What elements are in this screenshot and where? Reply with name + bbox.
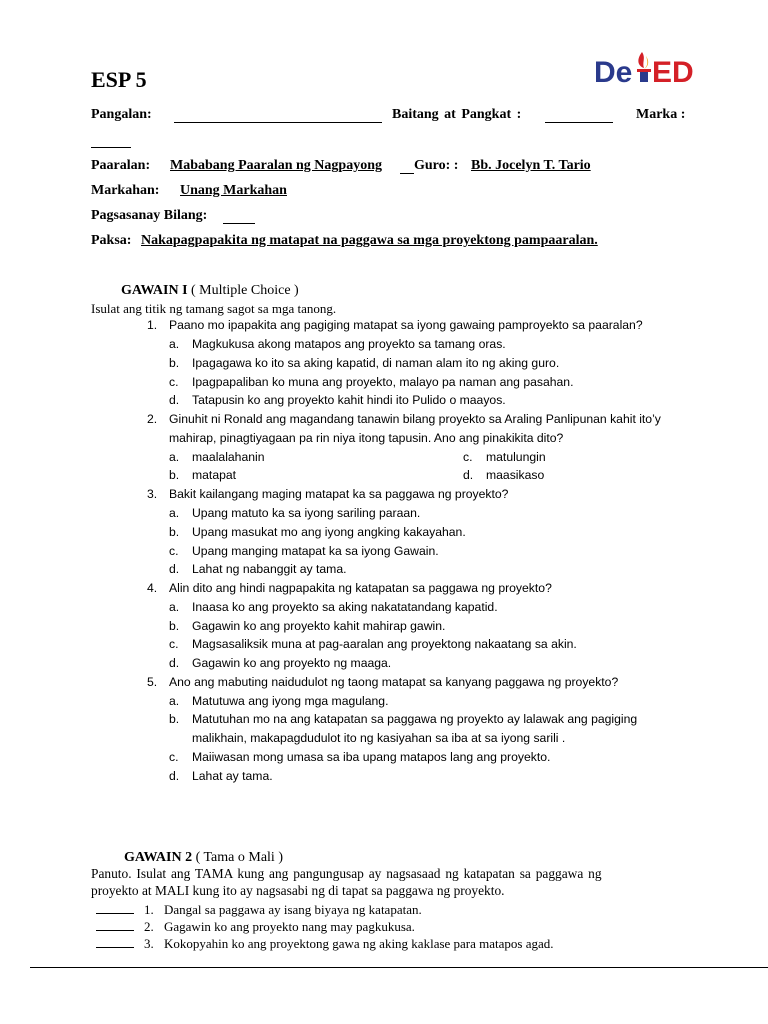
tf-item-3: 3. Kokopyahin ko ang proyektong gawa ng aking kaklase para matapos agad. bbox=[96, 934, 554, 952]
option-2b: b. matapat bbox=[169, 468, 237, 482]
pagsasanay-blank[interactable] bbox=[223, 210, 255, 224]
page-bottom-rule bbox=[30, 967, 768, 968]
tf-item-1: 1. Dangal sa paggawa ay isang biyaya ng katapatan. bbox=[96, 900, 422, 918]
gawain1-subtitle: ( Multiple Choice ) bbox=[191, 283, 299, 298]
paaralan-trailing-line bbox=[400, 160, 414, 174]
question-3: 3. Bakit kailangang maging matapat ka sa paggawa ng proyekto? bbox=[147, 487, 509, 501]
option-5b-cont: malikhain, makapagdudulot ito ng kasiyahan sa iba at sa iyong sarili . bbox=[192, 731, 566, 745]
gawain1-title: GAWAIN I bbox=[121, 283, 188, 298]
paaralan-value: Mababang Paaralan ng Nagpayong bbox=[170, 158, 382, 173]
paksa-value: Nakapagpapakita ng matapat na paggawa sa mga proyektong pampaaralan. bbox=[141, 233, 598, 248]
gawain2-heading bbox=[124, 850, 283, 866]
logo-text-de: De bbox=[594, 56, 633, 89]
tf-item-2: 2. Gagawin ko ang proyekto nang may pagkukusa. bbox=[96, 917, 415, 935]
question-4: 4. Alin dito ang hindi nagpapakita ng katapatan sa paggawa ng proyekto? bbox=[147, 581, 552, 595]
option-1d: d. Tatapusin ko ang proyekto kahit hindi ito Pulido o maayos. bbox=[169, 393, 506, 407]
option-1b: b. Ipagagawa ko ito sa aking kapatid, di naman alam ito ng aking guro. bbox=[169, 356, 560, 370]
answer-blank-2[interactable] bbox=[96, 917, 134, 931]
paaralan-label: Paaralan: bbox=[91, 158, 151, 173]
option-2c: c. matulungin bbox=[463, 450, 546, 464]
gawain1-instruction: Isulat ang titik ng tamang sagot sa mga tanong. bbox=[91, 301, 337, 316]
guro-label: Guro: : bbox=[414, 158, 459, 173]
gawain1-heading bbox=[121, 283, 299, 299]
option-2d: d. maasikaso bbox=[463, 468, 545, 482]
option-5a: a. Matutuwa ang iyong mga magulang. bbox=[169, 694, 389, 708]
option-5b: b. Matutuhan mo na ang katapatan sa paggawa ng proyekto ay lalawak ang pagiging bbox=[169, 712, 638, 726]
gawain2-title: GAWAIN 2 bbox=[124, 850, 193, 865]
option-1c: c. Ipagpapaliban ko muna ang proyekto, malayo pa naman ang pasahan. bbox=[169, 375, 574, 389]
deped-logo bbox=[592, 42, 704, 94]
option-4c: c. Magsasaliksik muna at pag-aaralan ang proyektong nakaatang sa akin. bbox=[169, 637, 577, 651]
question-2-cont: mahirap, pinagtiyagaan pa rin niya itong tapusin. Ano ang pinakikita dito? bbox=[169, 431, 564, 445]
worksheet-title: ESP 5 bbox=[91, 67, 147, 92]
logo-text-ed: ED bbox=[652, 56, 694, 89]
gawain2-instruction-line2: proyekto at MALI kung ito ay nagsasabi ng di tapat sa paggawa ng proyekto. bbox=[91, 883, 505, 898]
pagsasanay-label: Pagsasanay Bilang: bbox=[91, 208, 208, 223]
answer-blank-1[interactable] bbox=[96, 900, 134, 914]
torch-icon bbox=[637, 52, 651, 82]
pangalan-blank[interactable] bbox=[174, 109, 382, 123]
answer-blank-3[interactable] bbox=[96, 934, 134, 948]
option-4a: a. Inaasa ko ang proyekto sa aking nakatatandang kapatid. bbox=[169, 600, 498, 614]
option-1a: a. Magkukusa akong matapos ang proyekto sa tamang oras. bbox=[169, 337, 506, 351]
markahan-value: Unang Markahan bbox=[180, 183, 287, 198]
option-3d: d. Lahat ng nabanggit ay tama. bbox=[169, 562, 347, 576]
gawain2-instruction-line1: Panuto. Isulat ang TAMA kung ang pangungusap ay nagsasaad ng katapatan sa paggawa ng bbox=[91, 866, 602, 881]
option-2a: a. maalalahanin bbox=[169, 450, 265, 464]
option-5c: c. Maiiwasan mong umasa sa iba upang matapos lang ang proyekto. bbox=[169, 750, 551, 764]
gawain2-subtitle: ( Tama o Mali ) bbox=[195, 850, 283, 865]
option-4b: b. Gagawin ko ang proyekto kahit mahirap gawin. bbox=[169, 619, 446, 633]
marka-label: Marka : bbox=[636, 107, 686, 122]
question-2: 2. Ginuhit ni Ronald ang magandang tanawin bilang proyekto sa Araling Panlipunan kahit ito’y bbox=[147, 412, 661, 426]
baitang-blank[interactable] bbox=[545, 109, 613, 123]
question-5: 5. Ano ang mabuting naidudulot ng taong matapat sa kanyang paggawa ng proyekto? bbox=[147, 675, 619, 689]
option-4d: d. Gagawin ko ang proyekto ng maaga. bbox=[169, 656, 392, 670]
option-5d: d. Lahat ay tama. bbox=[169, 769, 273, 783]
baitang-label: Baitang at Pangkat : bbox=[392, 107, 522, 122]
option-3b: b. Upang masukat mo ang iyong angking kakayahan. bbox=[169, 525, 466, 539]
guro-value: Bb. Jocelyn T. Tario bbox=[471, 158, 591, 173]
pangalan-label: Pangalan: bbox=[91, 107, 152, 122]
paksa-label: Paksa: bbox=[91, 233, 132, 248]
marka-blank[interactable] bbox=[91, 134, 131, 148]
markahan-label: Markahan: bbox=[91, 183, 160, 198]
option-3c: c. Upang manging matapat ka sa iyong Gawain. bbox=[169, 544, 439, 558]
question-1: 1. Paano mo ipapakita ang pagiging matapat sa iyong gawaing pamproyekto sa paaralan? bbox=[147, 318, 643, 332]
option-3a: a. Upang matuto ka sa iyong sariling paraan. bbox=[169, 506, 421, 520]
